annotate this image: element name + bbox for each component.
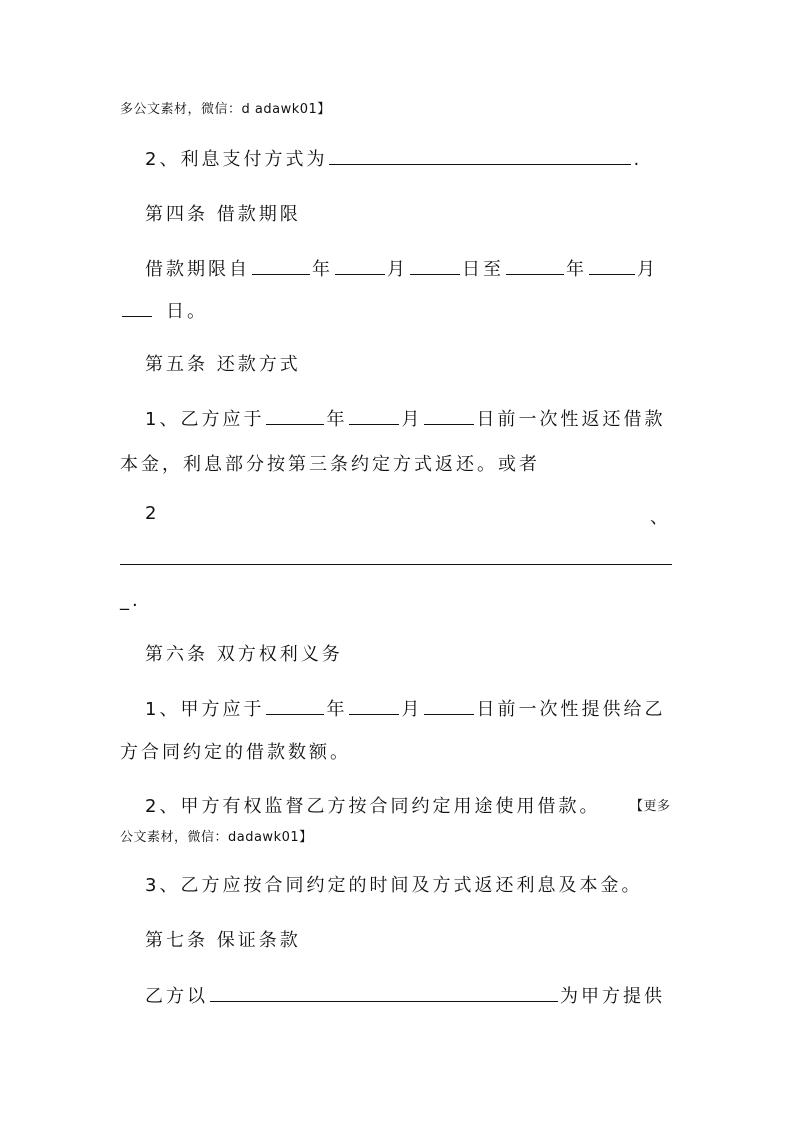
loan-period-label: 借款期限自 <box>145 259 250 280</box>
guarantee-clause <box>145 982 665 1008</box>
start-year-blank <box>252 255 310 275</box>
repayment-clause-2-num: 2 <box>145 503 160 524</box>
repayment-clause-2-end: _. <box>120 590 141 611</box>
loan-period-line <box>145 255 658 281</box>
wechat-note-inline: 【更多 <box>630 799 671 814</box>
month-label: 月 <box>387 259 408 280</box>
repay-month-blank <box>349 405 399 425</box>
interest-payment-blank <box>329 145 631 165</box>
rights-clause-1-cont: 方合同约定的借款数额。 <box>120 742 351 763</box>
interest-payment-end: . <box>633 149 643 170</box>
provide-day-label: 日前一次性提供给乙 <box>476 699 666 720</box>
interest-payment-clause <box>145 145 642 171</box>
repayment-clause-1-cont: 本金，利息部分按第三条约定方式返还。或者 <box>120 454 540 475</box>
interest-payment-label: 2、利息支付方式为 <box>145 149 328 170</box>
rights-label: 1、甲方应于 <box>145 699 265 720</box>
end-month-blank <box>589 255 635 275</box>
end-day-blank <box>122 297 152 317</box>
article-4-heading: 第四条 借款期限 <box>145 204 301 225</box>
year-label-4: 年 <box>326 699 348 720</box>
repay-day-label: 日前一次性返还借款 <box>476 409 666 430</box>
repayment-clause-2-comma: 、 <box>650 507 671 528</box>
article-7-heading: 第七条 保证条款 <box>145 930 301 951</box>
month-label-4: 月 <box>401 699 423 720</box>
loan-period-line-2 <box>120 297 208 323</box>
year-label-3: 年 <box>326 409 348 430</box>
wechat-note-bottom: 公文素材，微信：dadawk01】 <box>120 830 313 845</box>
rights-clause-3: 3、乙方应按合同约定的时间及方式返还利息及本金。 <box>145 875 643 896</box>
day-to-label: 日至 <box>462 259 504 280</box>
article-5-heading: 第五条 还款方式 <box>145 354 301 375</box>
year-label-2: 年 <box>566 259 587 280</box>
provide-day-blank <box>424 695 474 715</box>
start-day-blank <box>410 255 460 275</box>
day-end-label: 日。 <box>166 301 208 322</box>
guarantee-end: 为甲方提供 <box>560 986 665 1007</box>
wechat-note-top: 多公文素材，微信：d adawk01】 <box>120 102 331 117</box>
month-label-2: 月 <box>637 259 658 280</box>
repay-day-blank <box>424 405 474 425</box>
repay-year-blank <box>266 405 324 425</box>
guarantee-blank <box>210 982 558 1002</box>
year-label: 年 <box>312 259 333 280</box>
guarantee-label: 乙方以 <box>145 986 208 1007</box>
month-label-3: 月 <box>401 409 423 430</box>
provide-month-blank <box>349 695 399 715</box>
end-year-blank <box>506 255 564 275</box>
rights-clause-2: 2、甲方有权监督乙方按合同约定用途使用借款。 <box>145 796 601 817</box>
repayment-clause-1 <box>145 405 665 431</box>
repayment-clause-2-blank <box>120 545 672 565</box>
rights-clause-1 <box>145 695 665 721</box>
repayment-label: 1、乙方应于 <box>145 409 265 430</box>
provide-year-blank <box>266 695 324 715</box>
article-6-heading: 第六条 双方权利义务 <box>145 644 343 665</box>
start-month-blank <box>335 255 385 275</box>
